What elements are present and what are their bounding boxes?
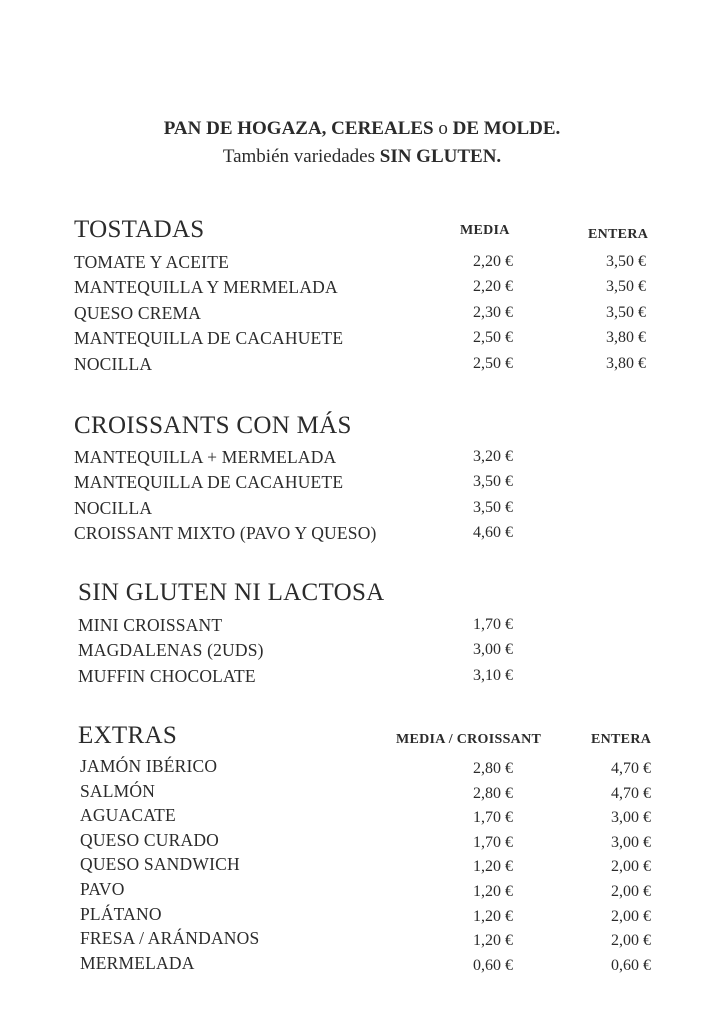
menu-item-name: FRESA / ARÁNDANOS bbox=[80, 928, 260, 949]
menu-item-name: AGUACATE bbox=[80, 805, 176, 826]
bread-types-text: PAN DE HOGAZA, CEREALES bbox=[163, 118, 434, 139]
section-title-sin-gluten: SIN GLUTEN NI LACTOSA bbox=[78, 579, 385, 606]
menu-item-price-primary: 1,20 € bbox=[473, 932, 513, 950]
menu-item-price-primary: 2,50 € bbox=[473, 354, 513, 372]
menu-item-price-entera: 3,80 € bbox=[606, 329, 646, 347]
menu-item-price-primary: 1,20 € bbox=[473, 858, 513, 876]
menu-item-name: MAGDALENAS (2UDS) bbox=[78, 640, 264, 661]
menu-item-name: QUESO SANDWICH bbox=[80, 854, 240, 875]
menu-item-price-primary: 3,50 € bbox=[473, 473, 513, 491]
gluten-free-note bbox=[0, 146, 724, 168]
menu-item-price-entera: 0,60 € bbox=[611, 956, 651, 974]
menu-item-price-primary: 1,70 € bbox=[473, 616, 513, 633]
menu-item-price-entera: 3,80 € bbox=[606, 354, 646, 372]
menu-item-price-primary: 1,20 € bbox=[473, 907, 513, 925]
menu-item-price-primary: 3,00 € bbox=[473, 641, 513, 659]
menu-item-name: MANTEQUILLA + MERMELADA bbox=[74, 447, 337, 467]
menu-item-price-primary: 3,20 € bbox=[473, 448, 513, 465]
menu-item-price-entera: 2,00 € bbox=[611, 858, 651, 876]
menu-item-name: PLÁTANO bbox=[80, 903, 162, 924]
bread-or-text: o bbox=[438, 118, 448, 139]
menu-item-price-primary: 4,60 € bbox=[473, 523, 513, 541]
column-header-entera-extras: ENTERA bbox=[591, 732, 652, 747]
menu-item-name: PAVO bbox=[80, 879, 125, 899]
section-title-extras: EXTRAS bbox=[78, 722, 178, 749]
menu-item-name: MANTEQUILLA DE CACAHUETE bbox=[74, 328, 344, 349]
menu-item-price-entera: 3,00 € bbox=[611, 833, 651, 851]
menu-item-price-primary: 2,20 € bbox=[473, 253, 513, 270]
bread-molde-text: DE MOLDE. bbox=[452, 118, 561, 139]
menu-item-price-entera: 3,50 € bbox=[606, 303, 646, 321]
menu-item-price-primary: 3,10 € bbox=[473, 666, 513, 684]
menu-item-price-primary: 1,70 € bbox=[473, 809, 513, 827]
menu-item-name: MERMELADA bbox=[80, 952, 195, 973]
menu-item-price-primary: 2,20 € bbox=[473, 278, 513, 296]
menu-item-name: CROISSANT MIXTO (PAVO Y QUESO) bbox=[74, 522, 377, 543]
menu-item-name: MINI CROISSANT bbox=[78, 615, 223, 635]
menu-item-price-entera: 4,70 € bbox=[611, 760, 651, 777]
menu-item-price-entera: 3,50 € bbox=[606, 278, 646, 296]
bread-options-heading bbox=[0, 118, 724, 140]
section-title-tostadas: TOSTADAS bbox=[74, 216, 205, 243]
section-title-croissants: CROISSANTS CON MÁS bbox=[74, 412, 352, 439]
menu-item-price-primary: 0,60 € bbox=[473, 956, 513, 974]
menu-item-price-entera: 2,00 € bbox=[611, 883, 651, 900]
menu-item-price-entera: 3,50 € bbox=[606, 253, 646, 270]
column-header-media: MEDIA bbox=[460, 223, 510, 238]
column-header-media-croissant: MEDIA / CROISSANT bbox=[396, 732, 542, 747]
menu-item-name: MANTEQUILLA Y MERMELADA bbox=[74, 277, 338, 298]
menu-item-name: TOMATE Y ACEITE bbox=[74, 252, 229, 272]
menu-item-price-primary: 2,80 € bbox=[473, 784, 513, 802]
menu-item-name: NOCILLA bbox=[74, 353, 153, 374]
menu-item-name: MANTEQUILLA DE CACAHUETE bbox=[74, 472, 344, 493]
menu-item-price-entera: 2,00 € bbox=[611, 932, 651, 950]
menu-item-name: NOCILLA bbox=[74, 497, 153, 518]
gluten-note-bold: SIN GLUTEN. bbox=[379, 146, 502, 167]
menu-item-price-entera: 2,00 € bbox=[611, 907, 651, 925]
menu-item-price-primary: 2,80 € bbox=[473, 760, 513, 777]
menu-item-price-primary: 3,50 € bbox=[473, 498, 513, 516]
gluten-note-text: También variedades bbox=[222, 146, 375, 167]
menu-item-price-primary: 2,30 € bbox=[473, 303, 513, 321]
menu-item-price-entera: 4,70 € bbox=[611, 784, 651, 802]
menu-item-price-primary: 1,20 € bbox=[473, 883, 513, 900]
menu-item-name: SALMÓN bbox=[80, 780, 156, 801]
menu-item-name: QUESO CURADO bbox=[80, 829, 220, 850]
column-header-entera: ENTERA bbox=[588, 227, 649, 242]
menu-item-price-primary: 1,70 € bbox=[473, 833, 513, 851]
menu-item-price-entera: 3,00 € bbox=[611, 809, 651, 827]
menu-item-price-primary: 2,50 € bbox=[473, 329, 513, 347]
menu-item-name: JAMÓN IBÉRICO bbox=[80, 756, 218, 776]
menu-item-name: QUESO CREMA bbox=[74, 302, 202, 323]
menu-item-name: MUFFIN CHOCOLATE bbox=[78, 665, 256, 686]
